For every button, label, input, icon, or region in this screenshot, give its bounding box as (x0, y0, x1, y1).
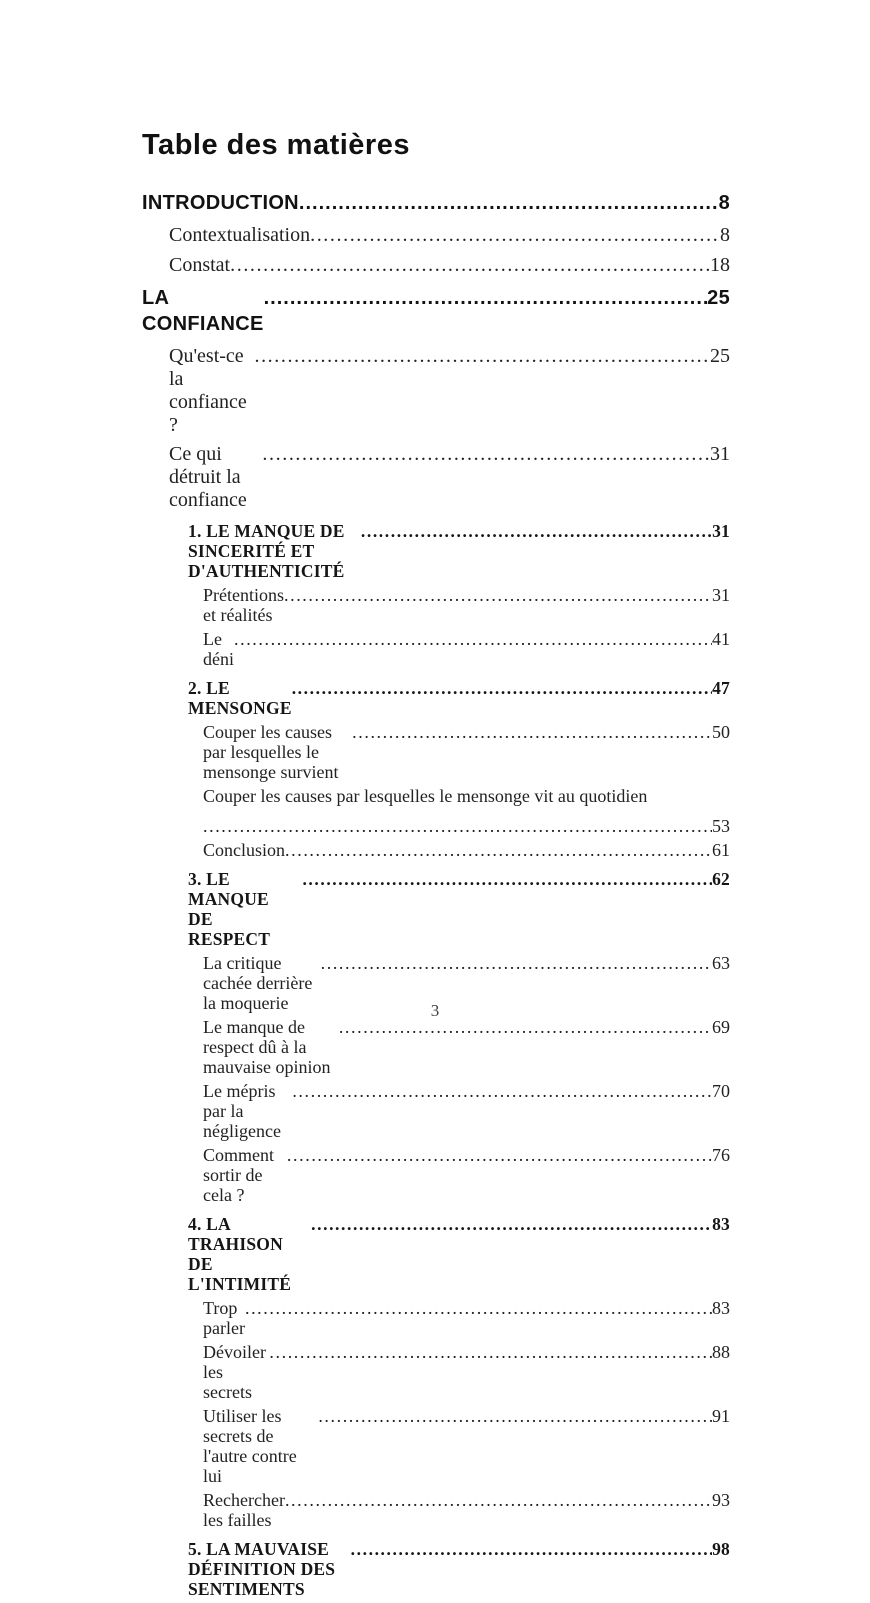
toc-entry-page: 8 (720, 224, 730, 246)
toc-entry (142, 224, 730, 247)
dot-leader (285, 840, 712, 860)
toc-entry-page: 25 (707, 286, 730, 309)
dot-leader (310, 224, 720, 247)
toc-entry-label: Couper les causes par lesquelles le mensonge vit au quotidien (203, 786, 648, 806)
dot-leader (311, 1214, 712, 1234)
toc-entry (142, 443, 730, 512)
toc-entry-label: Prétentions et réalités (203, 585, 289, 625)
toc-entry (142, 1145, 730, 1205)
toc-entry-page: 53 (712, 816, 730, 836)
toc-entry-page: 83 (712, 1298, 730, 1318)
toc-entry (142, 1081, 730, 1141)
toc-entry-page: 88 (712, 1342, 730, 1362)
toc-entry-page: 69 (712, 1017, 730, 1037)
dot-leader (245, 1298, 712, 1318)
toc-entry (142, 786, 730, 806)
page-title: Table des matières (142, 129, 410, 161)
toc-entry-page: 83 (712, 1214, 730, 1234)
toc-entry-page: 47 (712, 678, 730, 698)
toc-entry (142, 1342, 730, 1402)
toc-entry-label: Couper les causes par lesquelles le mensonge survient (203, 722, 339, 782)
toc-entry (142, 869, 730, 949)
toc-entry-label: 4. LA TRAHISON DE L'INTIMITÉ (188, 1214, 296, 1294)
dot-leader (230, 254, 710, 277)
toc-entry-label: Le déni (203, 629, 234, 669)
toc-entry-page: 98 (712, 1539, 730, 1559)
dot-leader (269, 1342, 712, 1362)
dot-leader (254, 345, 710, 368)
toc-entry-label: Constat (169, 253, 231, 276)
dot-leader (318, 1406, 712, 1426)
toc-entry (142, 1490, 730, 1530)
dot-leader (285, 1490, 712, 1510)
toc-entry-label: Contextualisation (169, 224, 311, 246)
dot-leader (361, 521, 712, 541)
toc-entry (142, 1214, 730, 1294)
dot-leader (321, 953, 712, 973)
dot-leader (264, 285, 708, 311)
toc-entry-page: 61 (712, 840, 730, 860)
toc-entry (142, 678, 730, 718)
toc-entry (142, 1539, 730, 1599)
toc-entry-label: 1. LE MANQUE DE SINCERITÉ ET D'AUTHENTICITÉ (188, 521, 350, 581)
dot-leader (284, 585, 712, 605)
toc-entry (142, 190, 730, 216)
toc-entry (142, 585, 730, 625)
toc-entry (142, 345, 730, 437)
dot-leader (287, 1145, 712, 1165)
toc-entry-label: Le mépris par la négligence (203, 1081, 281, 1141)
dot-leader (302, 869, 712, 889)
toc-entry-label: Utiliser les secrets de l'autre contre lui (203, 1406, 302, 1486)
toc-entry-label: Le manque de respect dû à la mauvaise opinion (203, 1017, 331, 1077)
toc-entry-page: 25 (710, 344, 730, 367)
table-of-contents (142, 128, 730, 1603)
toc-entry (142, 1406, 730, 1486)
toc-entry-label: INTRODUCTION (142, 192, 299, 214)
toc-entry-label: Ce qui détruit la confiance (169, 443, 247, 511)
toc-entry-page: 31 (710, 443, 730, 465)
toc-entry-page: 31 (712, 521, 730, 541)
toc-entry-page: 50 (712, 722, 730, 742)
footer-page-number: 3 (430, 1001, 440, 1020)
toc-entry-page: 63 (712, 953, 730, 973)
toc-entry-label: Rechercher les failles (203, 1490, 290, 1530)
toc-entry (142, 1017, 730, 1077)
dot-leader (351, 1539, 712, 1559)
toc-entry-page: 18 (710, 253, 730, 276)
dot-leader (292, 1081, 712, 1101)
toc-entry (142, 629, 730, 669)
toc-entry (142, 722, 730, 782)
toc-entry-label: Conclusion (203, 840, 286, 860)
toc-entry-label: Comment sortir de cela ? (203, 1145, 279, 1205)
toc-entry-label: 2. LE MENSONGE (188, 678, 292, 718)
toc-entry (142, 285, 730, 337)
toc-entry-page: 41 (712, 629, 730, 649)
toc-entries (142, 182, 730, 1603)
toc-entry-page: 76 (712, 1145, 730, 1165)
toc-entry-page: 62 (712, 869, 730, 889)
toc-entry-page: 70 (712, 1081, 730, 1101)
toc-entry (142, 521, 730, 581)
toc-entry-label: LA CONFIANCE (142, 286, 264, 335)
toc-entry-label: Qu'est-ce la confiance ? (169, 344, 252, 436)
dot-leader (234, 629, 712, 649)
toc-entry-label: 5. LA MAUVAISE DÉFINITION DES SENTIMENTS (188, 1539, 340, 1599)
toc-entry (142, 816, 730, 836)
toc-entry-page: 31 (712, 585, 730, 605)
dot-leader (203, 816, 712, 836)
toc-entry-label: La critique cachée derrière la moquerie (203, 953, 317, 1013)
dot-leader (262, 443, 710, 466)
toc-entry (142, 840, 730, 860)
toc-entry-label: Trop parler (203, 1298, 245, 1338)
toc-entry-page: 93 (712, 1490, 730, 1510)
dot-leader (352, 722, 712, 742)
dot-leader (299, 190, 719, 216)
toc-entry (142, 254, 730, 277)
toc-entry-page: 91 (712, 1406, 730, 1426)
toc-entry (142, 1298, 730, 1338)
toc-entry-label: 3. LE MANQUE DE RESPECT (188, 869, 279, 949)
toc-entry-label: Dévoiler les secrets (203, 1342, 271, 1402)
dot-leader (292, 678, 712, 698)
toc-entry-page: 8 (718, 192, 730, 214)
